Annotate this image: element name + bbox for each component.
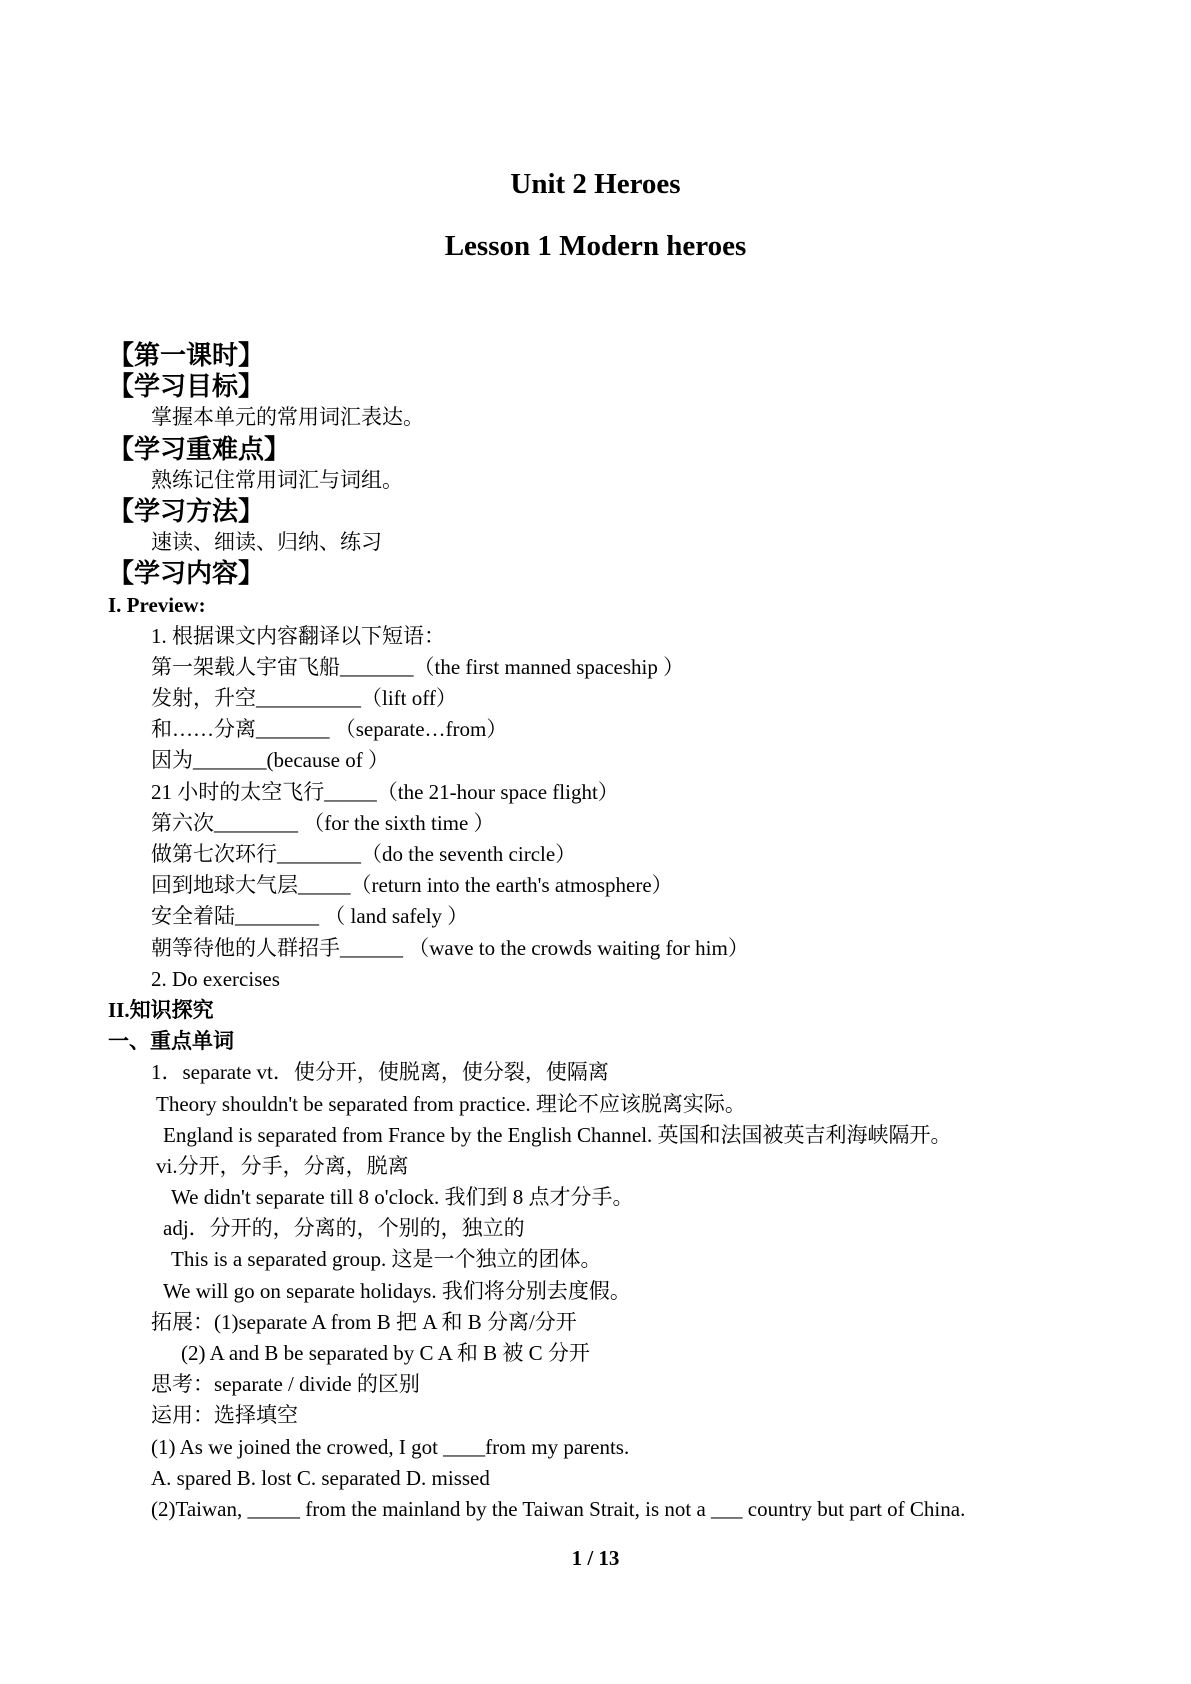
text-line: 回到地球大气层_____（return into the earth's atmosphere） [151,873,673,898]
text-line: 1. 根据课文内容翻译以下短语： [151,623,445,648]
section-heading: 【学习内容】 [108,559,265,589]
text-line: A. spared B. lost C. separated D. missed [151,1465,490,1490]
section-heading: 【学习重难点】 [108,434,291,464]
text-line: 思考：separate / divide 的区别 [151,1372,420,1397]
text-line: 做第七次环行________（do the seventh circle） [151,842,577,866]
text-line: This is a separated group. 这是一个独立的团体。 [171,1247,602,1272]
text-line: 朝等待他的人群招手______ （wave to the crowds waiting for him） [151,935,749,960]
text-line: 运用：选择填空 [151,1403,298,1428]
text-line: 拓展：(1)separate A from B 把 A 和 B 分离/分开 [151,1309,577,1334]
text-line: 和……分离_______ （separate…from） [151,717,508,742]
lesson-title: Lesson 1 Modern heroes [444,230,747,262]
text-line: 1．separate vt．使分开，使脱离，使分裂，使隔离 [151,1060,609,1085]
text-line: (2) A and B be separated by C A 和 B 被 C 分开 [181,1341,590,1365]
section-heading: 【学习目标】 [108,372,265,402]
text-line: England is separated from France by the English Channel. 英国和法国被英吉利海峡隔开。 [163,1122,952,1147]
text-line: 掌握本单元的常用词汇表达。 [151,405,424,430]
unit-title: Unit 2 Heroes [510,168,681,200]
text-line: 第一架载人宇宙飞船_______（the first manned spaceship ） [151,654,685,679]
document-body [108,340,1118,1525]
text-line: (1) As we joined the crowed, I got ____from my parents. [151,1434,630,1459]
text-line: We will go on separate holidays. 我们将分别去度假。 [163,1278,631,1303]
section-heading: 【第一课时】 [108,341,265,370]
section-heading: 【学习方法】 [108,496,265,526]
section-title: 一、重点单词 [108,1029,234,1054]
text-line: 速读、细读、归纳、练习 [151,530,382,555]
section-title: II.知识探究 [108,997,214,1022]
text-line: 2. Do exercises [151,966,280,991]
page-number: 1 / 13 [571,1546,620,1570]
text-line: 第六次________ （for the sixth time ） [151,810,495,835]
text-line: 21 小时的太空飞行_____（the 21-hour space flight） [151,779,619,804]
text-line: 熟练记住常用词汇与词组。 [151,467,403,492]
text-line: 因为_______(because of ） [151,748,389,773]
text-line: Theory shouldn't be separated from practice. 理论不应该脱离实际。 [156,1091,746,1116]
text-line: 安全着陆________ （ land safely ） [151,904,469,929]
text-line: vi.分开，分手，分离，脱离 [156,1153,409,1178]
text-line: 发射，升空__________（lift off） [151,686,457,711]
section-title: I. Preview: [108,592,206,617]
text-line: We didn't separate till 8 o'clock. 我们到 8 点才分手。 [171,1185,634,1210]
text-line: (2)Taiwan, _____ from the mainland by the Taiwan Strait, is not a ___ country but part of China. [151,1496,966,1521]
text-line: adj．分开的，分离的，个别的，独立的 [163,1216,525,1241]
